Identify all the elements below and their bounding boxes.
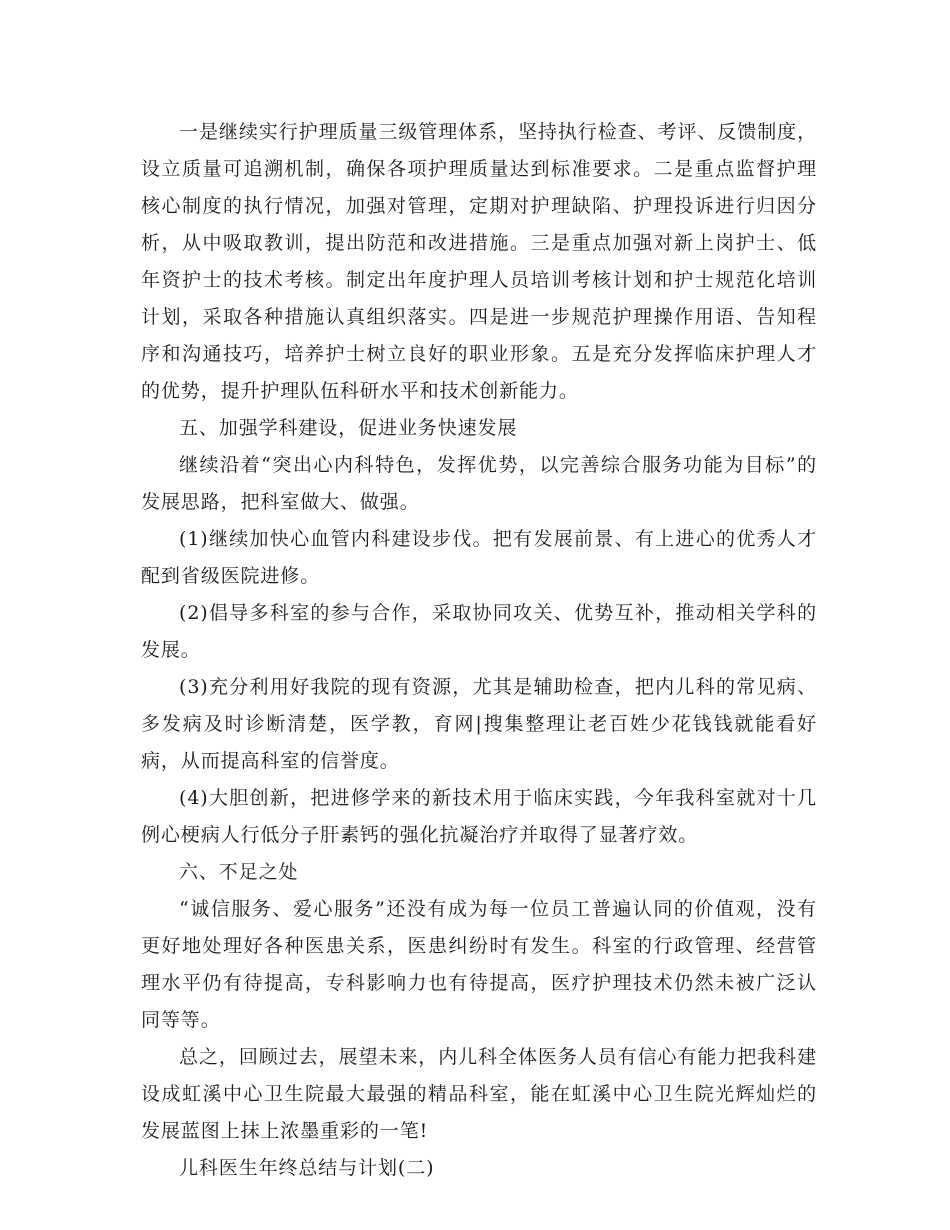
section-heading-discipline: 五、加强学科建设，促进业务快速发展 bbox=[179, 417, 518, 439]
next-document-title: 儿科医生年终总结与计划(二) bbox=[179, 1157, 435, 1179]
document-body bbox=[141, 114, 817, 1187]
paragraph-conclusion: 总之，回顾过去，展望未来，内儿科全体医务人员有信心有能力把我科建设成虹溪中心卫生院最大最强的精品科室，能在虹溪中心卫生院光辉灿烂的发展蓝图上抹上浓墨重彩的一笔! bbox=[141, 1046, 817, 1142]
list-item-2: (2)倡导多科室的参与合作，采取协同攻关、优势互补，推动相关学科的发展。 bbox=[141, 602, 817, 661]
section-heading-shortcomings: 六、不足之处 bbox=[179, 861, 299, 883]
paragraph-shortcomings: “诚信服务、爱心服务”还没有成为每一位员工普遍认同的价值观，没有更好地处理好各种医患关系，医患纠纷时有发生。科室的行政管理、经营管理水平仍有待提高，专科影响力也有待提高，医疗护理技术仍然未被广泛认同等等。 bbox=[141, 898, 817, 1031]
list-item-3: (3)充分利用好我院的现有资源，尤其是辅助检查，把内儿科的常见病、多发病及时诊断清楚，医学教，育网|搜集整理让老百姓少花钱钱就能看好病，从而提高科室的信誉度。 bbox=[141, 676, 817, 772]
list-item-4: (4)大胆创新，把进修学来的新技术用于临床实践，今年我科室就对十几例心梗病人行低分子肝素钙的强化抗凝治疗并取得了显著疗效。 bbox=[141, 787, 817, 846]
paragraph-development-path: 继续沿着“突出心内科特色，发挥优势，以完善综合服务功能为目标”的发展思路，把科室做大、做强。 bbox=[141, 454, 817, 513]
paragraph-nursing-quality: 一是继续实行护理质量三级管理体系，坚持执行检查、考评、反馈制度，设立质量可追溯机制，确保各项护理质量达到标准要求。二是重点监督护理核心制度的执行情况，加强对管理，定期对护理缺陷、护理投诉进行归因分析，从中吸取教训，提出防范和改进措施。三是重点加强对新上岗护士、低年资护士的技术考核。制定出年度护理人员培训考核计划和护士规范化培训计划，采取各种措施认真组织落实。四是进一步规范护理操作用语、告知程序和沟通技巧，培养护士树立良好的职业形象。五是充分发挥临床护理人才的优势，提升护理队伍科研水平和技术创新能力。 bbox=[141, 121, 817, 402]
list-item-1: (1)继续加快心血管内科建设步伐。把有发展前景、有上进心的优秀人才配到省级医院进修。 bbox=[141, 528, 817, 587]
